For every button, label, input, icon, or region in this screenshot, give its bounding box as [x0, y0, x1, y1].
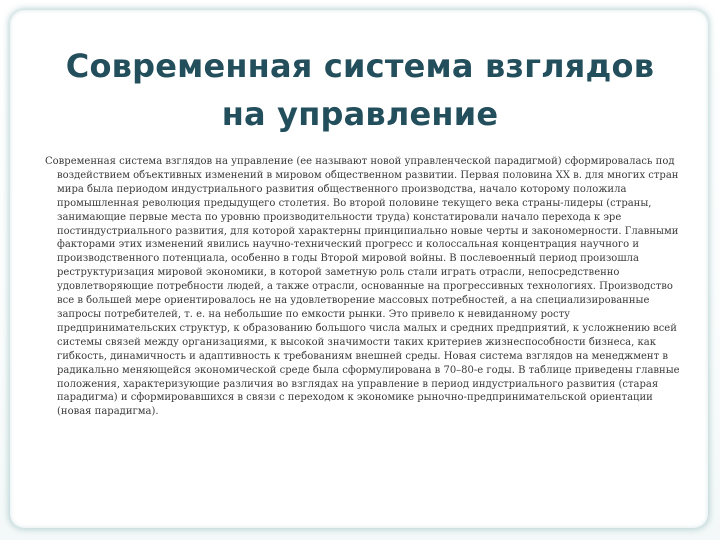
slide-title: Современная система взглядов на управление	[65, 47, 655, 133]
slide-body-text: Современная система взглядов на управление (ее называют новой управленческой парадигмой) сформировалась под воздействием объективных изменений в мировом общественном развитии. Первая половина XX в. для многих стран мира была периодом индустриального развития общественного производства, начало которому положила промышленная революция предыдущего столетия. Во второй половине текущего века страны-лидеры (страны, занимающие первые места по уровню производительности труда) констатировали начало перехода к эре постиндустриального развития, для которой характерны принципиально новые черты и закономерности. Главными факторами этих изменений явились научно-технический прогресс и колоссальная концентрация научного и производственного потенциала, особенно в годы Второй мировой войны. В послевоенный период произошла реструктуризация мировой экономики, в которой заметную роль стали играть отрасли, непосредственно удовлетворяющие потребности людей, а также отрасли, основанные на прогрессивных технологиях. Производство все в большей мере ориентировалось не на удовлетворение массовых потребностей, а на специализированные запросы потребителей, т. е. на небольшие по емкости рынки. Это привело к невиданному росту предпринимательских структур, к образованию большого числа малых и средних предприятий, к усложнению всей системы связей между организациями, к высокой значимости таких критериев жизнеспособности бизнеса, как гибкость, динамичность и адаптивность к требованиям внешней среды. Новая система взглядов на менеджмент в радикально меняющейся экономической среде была сформулирована в 70–80-е годы. В таблице приведены главные положения, характеризующие различия во взглядах на управление в период индустриального развития (старая парадигма) и сформировавшихся в связи с переходом к экономике рыночно-предпринимательской ориентации (новая парадигма).	[45, 156, 680, 418]
